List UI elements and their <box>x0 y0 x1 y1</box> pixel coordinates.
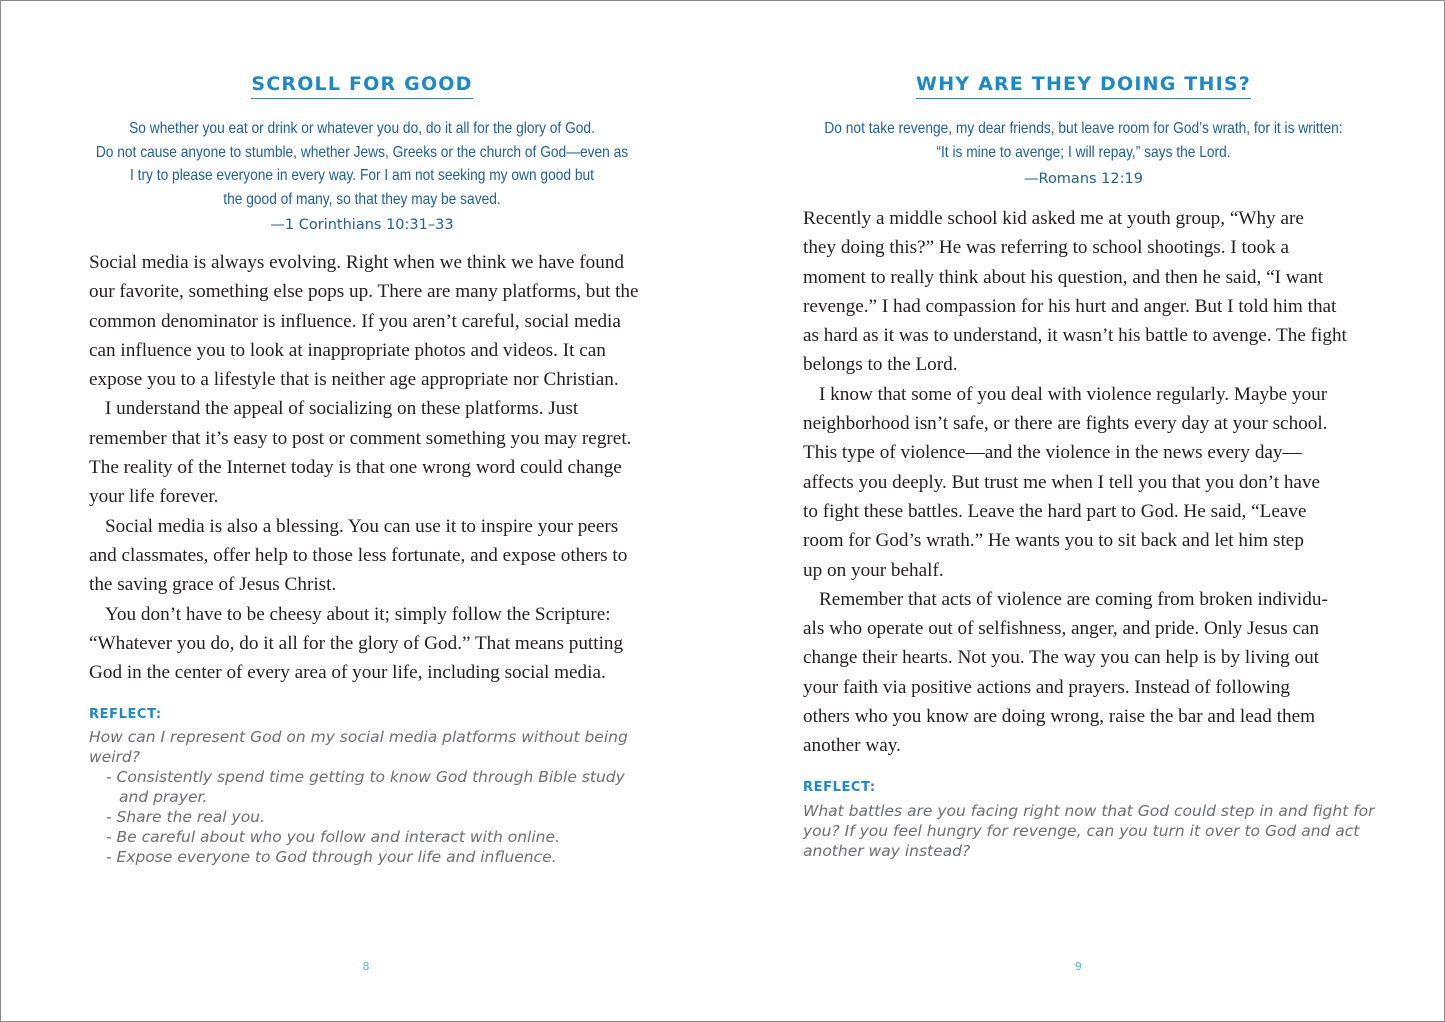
body-line: This type of violence—and the violence in the news every day— <box>803 442 1302 464</box>
body-line: the saving grace of Jesus Christ. <box>89 574 337 596</box>
scripture-line: So whether you eat or drink or whatever you do, do it all for the glory of God. <box>129 120 595 137</box>
body-line: You don’t have to be cheesy about it; simply follow the Scripture: <box>105 603 611 625</box>
right-page <box>723 1 1444 1021</box>
reflect-bullet: - Expose everyone to God through your life and influence. <box>106 848 557 866</box>
body-line: to fight these battles. Leave the hard part to God. He said, “Leave <box>803 500 1307 522</box>
right-scripture-reference: —Romans 12:19 <box>1024 171 1143 187</box>
body-line: I know that some of you deal with violence regularly. Maybe your <box>819 383 1328 405</box>
body-line: als who operate out of selfishness, anger, and pride. Only Jesus can <box>803 618 1320 640</box>
body-line: your faith via positive actions and prayers. Instead of following <box>803 676 1291 698</box>
right-scripture-quote <box>773 117 1393 164</box>
body-line: revenge.” I had compassion for his hurt and anger. But I told him that <box>803 295 1337 317</box>
scripture-line: “It is mine to avenge; I will repay,” says the Lord. <box>936 143 1231 161</box>
body-line: I understand the appeal of socializing on these platforms. Just <box>105 398 579 420</box>
body-line: room for God’s wrath.” He wants you to sit back and let him step <box>803 530 1304 552</box>
body-line: our favorite, something else pops up. There are many platforms, but the <box>89 281 639 303</box>
left-reflect-text <box>89 727 628 867</box>
body-line: affects you deeply. But trust me when I tell you that you don’t have <box>803 471 1321 493</box>
reflect-line: and prayer. <box>119 788 208 806</box>
body-line: another way. <box>803 735 901 757</box>
right-reflect-label: REFLECT: <box>803 780 876 795</box>
body-line: remember that it’s easy to post or comment something you may regret. <box>89 427 632 449</box>
left-body-text <box>89 248 639 687</box>
reflect-line: weird? <box>89 748 140 766</box>
reflect-line: What battles are you facing right now that God could step in and fight for <box>803 802 1375 820</box>
body-line: belongs to the Lord. <box>803 354 958 376</box>
reflect-line: How can I represent God on my social media platforms without being <box>89 728 628 746</box>
right-page-title <box>723 73 1444 99</box>
body-line: Social media is also a blessing. You can use it to inspire your peers <box>105 515 619 537</box>
body-line: others who you know are doing wrong, raise the bar and lead them <box>803 706 1316 728</box>
right-page-number: 9 <box>1075 960 1082 973</box>
left-reflect-label: REFLECT: <box>89 707 162 722</box>
right-page-title-text: WHY ARE THEY DOING THIS? <box>916 73 1251 99</box>
left-scripture-quote <box>52 117 673 211</box>
body-line: common denominator is influence. If you aren’t careful, social media <box>89 310 621 332</box>
body-line: The reality of the Internet today is that one wrong word could change <box>89 457 622 479</box>
body-line: expose you to a lifestyle that is neither age appropriate nor Christian. <box>89 369 619 391</box>
reflect-line: you? If you feel hungry for revenge, can you turn it over to God and act <box>803 822 1360 840</box>
body-line: as hard as it was to understand, it wasn’t his battle to avenge. The fight <box>803 325 1347 347</box>
scripture-line: Do not cause anyone to stumble, whether Jews, Greeks or the church of God—even as <box>95 143 629 161</box>
reflect-bullet: - Consistently spend time getting to know God through Bible study <box>106 768 625 786</box>
body-line: and classmates, offer help to those less fortunate, and expose others to <box>89 544 628 566</box>
body-line: change their hearts. Not you. The way you can help is by living out <box>803 647 1319 669</box>
body-line: Social media is always evolving. Right when we think we have found <box>89 252 625 273</box>
body-line: can influence you to look at inappropriate photos and videos. It can <box>89 339 606 361</box>
body-line: they doing this?” He was referring to school shootings. I took a <box>803 237 1289 259</box>
scripture-line: I try to please everyone in every way. For I am not seeking my own good but <box>130 167 594 184</box>
left-page-title <box>1 73 723 99</box>
body-line: up on your behalf. <box>803 559 944 581</box>
body-line: Recently a middle school kid asked me at youth group, “Why are <box>803 208 1304 229</box>
reflect-bullet: - Be careful about who you follow and interact with online. <box>106 828 560 846</box>
right-reflect-text <box>803 801 1375 861</box>
body-line: moment to really think about his question, and then he said, “I want <box>803 266 1324 288</box>
left-page-title-text: SCROLL FOR GOOD <box>251 73 472 99</box>
body-line: “Whatever you do, do it all for the glory of God.” That means putting <box>89 632 624 654</box>
scripture-line: the good of many, so that they may be saved. <box>223 190 501 208</box>
body-line: God in the center of every area of your life, including social media. <box>89 662 606 684</box>
scripture-line: Do not take revenge, my dear friends, but leave room for God’s wrath, for it is written: <box>824 120 1343 137</box>
left-page <box>1 1 723 1021</box>
right-body-text <box>803 204 1347 761</box>
reflect-bullet: - Share the real you. <box>106 808 265 826</box>
left-page-number: 8 <box>362 960 370 973</box>
body-line: your life forever. <box>89 486 219 508</box>
reflect-line: another way instead? <box>803 842 971 860</box>
body-line: neighborhood isn’t safe, or there are fights every day at your school. <box>803 413 1328 435</box>
left-scripture-reference: —1 Corinthians 10:31–33 <box>270 217 454 233</box>
body-line: Remember that acts of violence are coming from broken individu- <box>819 588 1328 610</box>
